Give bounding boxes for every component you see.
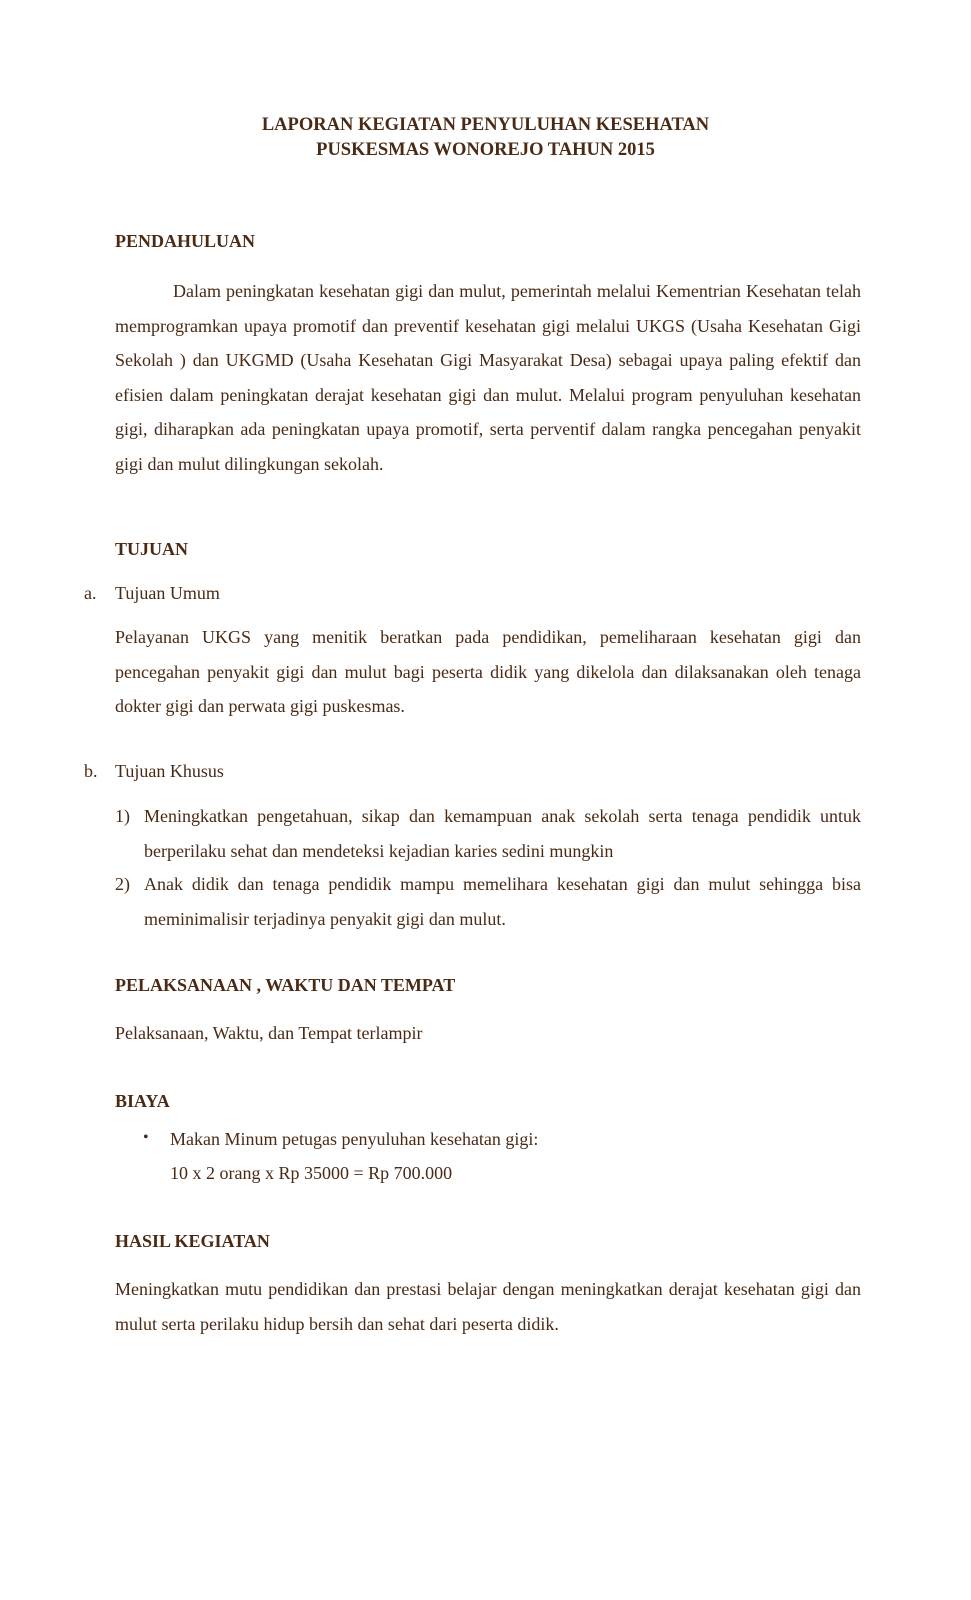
tujuan-khusus-label: Tujuan Khusus <box>115 761 224 781</box>
paragraph-pelaksanaan: Pelaksanaan, Waktu, dan Tempat terlampir <box>115 1023 423 1043</box>
heading-biaya: BIAYA <box>115 1091 170 1111</box>
heading-tujuan: TUJUAN <box>115 539 189 559</box>
tujuan-umum-label: Tujuan Umum <box>115 583 220 603</box>
title-line-1: LAPORAN KEGIATAN PENYULUHAN KESEHATAN <box>261 115 710 135</box>
list-text: Meningkatkan pengetahuan, sikap dan kemampuan anak sekolah serta tenaga pendidik untuk berperilaku sehat dan mendeteksi kejadian karies sedini mungkin <box>144 806 861 861</box>
document-title <box>0 113 971 163</box>
paragraph-pendahuluan: Dalam peningkatan kesehatan gigi dan mulut, pemerintah melalui Kementrian Kesehatan telah memprogramkan upaya promotif dan preventif kesehatan gigi melalui UKGS (Usaha Kesehatan Gigi Sekolah ) dan UKGMD (Usaha Kesehatan Gigi Masyarakat Desa) sebagai upaya paling efektif dan efisien dalam peningkatan derajat kesehatan gigi dan mulut. Melalui program penyuluhan kesehatan gigi, diharapkan ada peningkatan upaya promotif, serta perventif dalam rangka pencegahan penyakit gigi dan mulut dilingkungan sekolah. <box>115 281 861 474</box>
biaya-calculation: 10 x 2 orang x Rp 35000 = Rp 700.000 <box>170 1163 453 1183</box>
list-number: 2) <box>115 874 130 894</box>
heading-hasil-kegiatan: HASIL KEGIATAN <box>115 1231 270 1251</box>
tujuan-umum-marker: a. <box>84 583 97 603</box>
paragraph-tujuan-umum: Pelayanan UKGS yang menitik beratkan pada pendidikan, pemeliharaan kesehatan gigi dan pencegahan penyakit gigi dan mulut bagi peserta didik yang dikelola dan dilaksanakan oleh tenaga dokter gigi dan perwata gigi puskesmas. <box>115 627 861 716</box>
bullet-icon: • <box>143 1129 149 1146</box>
tujuan-khusus-item <box>115 799 861 868</box>
title-line-2: PUSKESMAS WONOREJO TAHUN 2015 <box>316 140 655 160</box>
paragraph-hasil-kegiatan: Meningkatkan mutu pendidikan dan prestasi belajar dengan meningkatkan derajat kesehatan gigi dan mulut serta perilaku hidup bersih dan sehat dari peserta didik. <box>115 1279 861 1334</box>
list-number: 1) <box>115 806 130 826</box>
tujuan-khusus-item <box>115 867 861 936</box>
biaya-item: Makan Minum petugas penyuluhan kesehatan gigi: <box>170 1129 539 1149</box>
tujuan-khusus-marker: b. <box>84 761 98 781</box>
heading-pendahuluan: PENDAHULUAN <box>115 231 256 251</box>
heading-pelaksanaan: PELAKSANAAN , WAKTU DAN TEMPAT <box>115 975 456 995</box>
list-text: Anak didik dan tenaga pendidik mampu memelihara kesehatan gigi dan mulut sehingga bisa meminimalisir terjadinya penyakit gigi dan mulut. <box>144 874 861 929</box>
